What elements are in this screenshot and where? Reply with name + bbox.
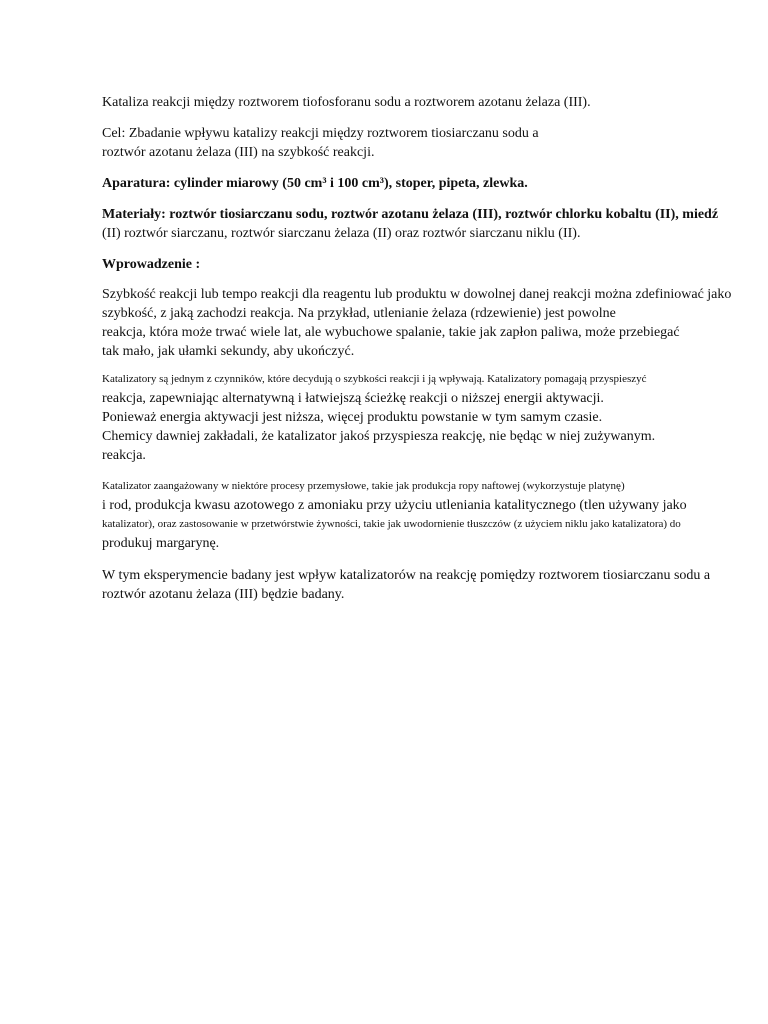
aim-line: Cel: Zbadanie wpływu katalizy reakcji między roztworem tiosiarczanu sodu a [102,126,539,141]
paragraph-reaction-rate [102,285,742,361]
paragraph-line: i rod, produkcja kwasu azotowego z amoniaku przy użyciu utleniania katalitycznego (tlen używany jako [102,498,687,513]
paragraph-line: produkuj margarynę. [102,536,220,551]
apparatus-line: Aparatura: cylinder miarowy (50 cm³ i 100 cm³), stoper, pipeta, zlewka. [102,176,528,191]
materials-line: (II) roztwór siarczanu, roztwór siarczanu żelaza (II) oraz roztwór siarczanu niklu (II). [102,226,581,241]
apparatus-paragraph [102,174,742,193]
paragraph-line: Katalizator zaangażowany w niektóre procesy przemysłowe, takie jak produkcja ropy naftowej (wykorzystuje platynę) [102,480,625,492]
paragraph-line: Chemicy dawniej zakładali, że katalizator jakoś przyspiesza reakcję, nie będąc w niej zużywanym. [102,429,656,444]
paragraph-experiment [102,566,742,604]
paragraph-line: Katalizatory są jednym z czynników, które decydują o szybkości reakcji i ją wpływają. Katalizatory pomagają przyspieszyć [102,373,647,385]
paragraph-line: katalizator), oraz zastosowanie w przetwórstwie żywności, takie jak uwodornienie tłuszczów (z użyciem niklu jako katalizatora) do [102,518,681,530]
aim-paragraph [102,124,742,162]
materials-line: Materiały: roztwór tiosiarczanu sodu, roztwór azotanu żelaza (III), roztwór chlorku kobaltu (II), miedź [102,207,719,222]
paragraph-catalysts [102,370,742,465]
paragraph-line: szybkość, z jaką zachodzi reakcja. Na przykład, utlenianie żelaza (rdzewienie) jest powolne [102,306,616,321]
paragraph-line: W tym eksperymencie badany jest wpływ katalizatorów na reakcję pomiędzy roztworem tiosiarczanu sodu a [102,568,711,583]
paragraph-line: Ponieważ energia aktywacji jest niższa, więcej produktu powstanie w tym samym czasie. [102,410,603,425]
paragraph-line: roztwór azotanu żelaza (III) będzie badany. [102,587,345,602]
document-title [102,93,742,112]
paragraph-line: tak mało, jak ułamki sekundy, aby ukończyć. [102,344,355,359]
paragraph-line: Szybkość reakcji lub tempo reakcji dla reagentu lub produktu w dowolnej danej reakcji można zdefiniować jako [102,287,732,302]
intro-heading-text: Wprowadzenie : [102,257,201,272]
paragraph-line: reakcja, zapewniając alternatywną i łatwiejszą ścieżkę reakcji o niższej energii aktywacji. [102,391,604,406]
materials-paragraph [102,205,742,243]
paragraph-industrial [102,477,742,553]
intro-heading [102,255,742,274]
paragraph-line: reakcja, która może trwać wiele lat, ale wybuchowe spalanie, takie jak zapłon paliwa, może przebiegać [102,325,680,340]
paragraph-line: reakcja. [102,448,146,463]
aim-line: roztwór azotanu żelaza (III) na szybkość reakcji. [102,145,375,160]
title-line: Kataliza reakcji między roztworem tiofosforanu sodu a roztworem azotanu żelaza (III). [102,95,591,110]
